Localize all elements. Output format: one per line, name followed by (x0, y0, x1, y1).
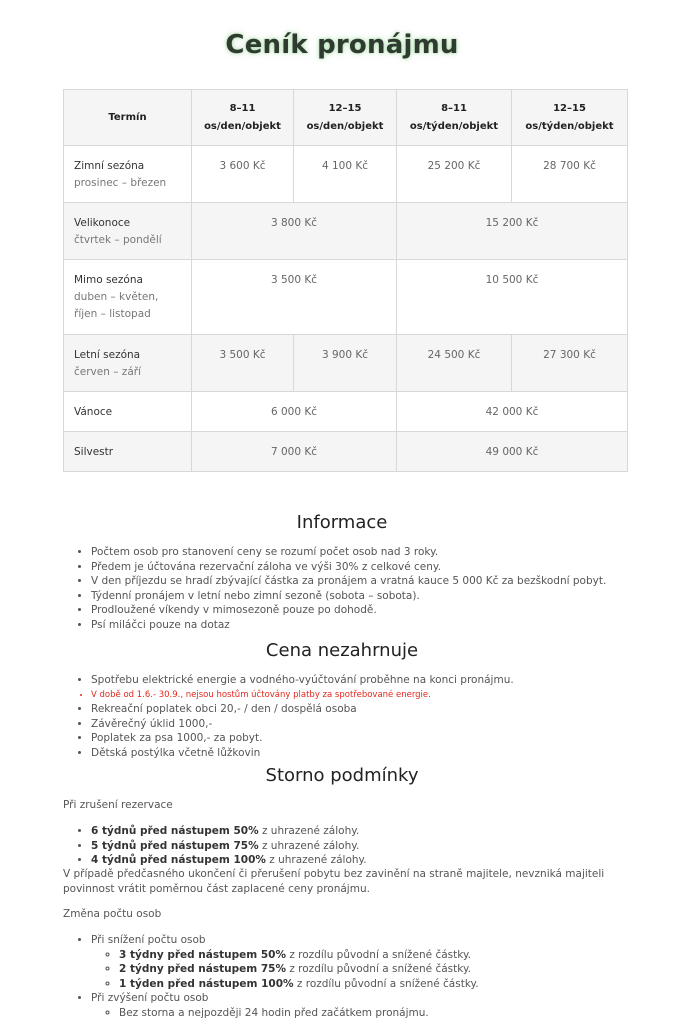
term-cell (64, 432, 192, 472)
term-dates: říjen – listopad (74, 308, 151, 320)
list-item: • Závěrečný úklid 1000,- (91, 717, 684, 732)
list-item: • Předem je účtována rezervační záloha ve výši 30% z celkové ceny. (91, 560, 684, 575)
list-item: • Dětská postýlka včetně lůžkovin (91, 746, 684, 761)
decrease-term: 1 týden před nástupem 100% (119, 977, 294, 990)
term-dates: duben – květen, (74, 291, 159, 303)
cancel-term: 4 týdnů před nástupem 100% (91, 854, 266, 866)
list-item (119, 977, 684, 992)
change-list (63, 933, 684, 1020)
decrease-term-rest: z rozdílu původní a snížené částky. (285, 963, 472, 975)
cancel-term-rest: z uhrazené zálohy. (258, 825, 360, 837)
list-item (91, 824, 684, 839)
header-label: 8–11 (229, 102, 256, 114)
header-label: os/den/objekt (204, 120, 281, 132)
term-name: Zimní sezóna (74, 160, 145, 172)
cancel-intro: Při zrušení rezervace (63, 799, 173, 811)
excluded-heading: Cena nezahrnuje (265, 640, 419, 661)
increase-label: Při zvýšení počtu osob (91, 992, 209, 1004)
header-label: 12–15 (553, 102, 586, 114)
table-row (64, 203, 628, 260)
table-header-row (64, 90, 628, 146)
early-end-note: V případě předčasného ukončení či přerušení pobytu bez zavinění na straně majitele, nevzniká majiteli povinnost vrátit poměrnou část zaplacené ceny pronájmu. (63, 868, 605, 895)
cancel-term: 6 týdnů před nástupem 50% (91, 825, 259, 837)
price-cell: 15 200 Kč (397, 203, 628, 260)
term-name: Vánoce (74, 406, 113, 418)
change-intro: Změna počtu osob (63, 908, 162, 920)
decrease-term-rest: z rozdílu původní a snížené částky. (293, 977, 479, 990)
decrease-term-rest: z rozdílu původní a snížené částky. (285, 948, 472, 961)
list-item: • V den příjezdu se hradí zbývající částka za pronájem a vratná kauce 5 000 Kč za bezškodní pobyt. (91, 574, 684, 589)
decrease-label: Při snížení počtu osob (91, 934, 206, 946)
list-item (91, 933, 684, 991)
list-item: • Počtem osob pro stanovení ceny se rozumí počet osob nad 3 roky. (91, 545, 684, 560)
list-item: • Poplatek za psa 1000,- za pobyt. (91, 731, 684, 746)
term-dates: čtvrtek – pondělí (74, 234, 162, 246)
list-item (91, 991, 684, 1020)
list-item: • Prodloužené víkendy v mimosezoně pouze po dohodě. (91, 603, 684, 618)
info-heading: Informace (296, 512, 388, 533)
decrease-term: 2 týdny před nástupem 75% (119, 963, 286, 975)
header-label: 12–15 (328, 102, 362, 114)
cancel-term: 5 týdnů před nástupem 75% (91, 839, 259, 852)
list-item: ◦ Bez storna a nejpozději 24 hodin před začátkem pronájmu. (119, 1006, 684, 1021)
list-item (91, 839, 684, 854)
excluded-list (63, 673, 684, 760)
term-name: Velikonoce (74, 217, 131, 229)
term-cell (64, 392, 192, 432)
term-cell (64, 335, 192, 392)
list-item (119, 948, 684, 963)
header-day-large (294, 90, 397, 146)
list-item (91, 853, 684, 868)
term-cell (64, 260, 192, 335)
term-name: Silvestr (74, 446, 114, 458)
term-name: Mimo sezóna (74, 274, 143, 286)
term-cell (64, 146, 192, 203)
price-cell: 7 000 Kč (192, 432, 397, 472)
header-day-small (192, 90, 294, 146)
header-label: os/den/objekt (306, 120, 384, 132)
price-cell: 3 800 Kč (192, 203, 397, 260)
cancel-term-rest: z uhrazené zálohy. (258, 839, 360, 852)
term-dates: červen – září (74, 366, 141, 378)
list-item: • Týdenní pronájem v letní nebo zimní sezoně (sobota – sobota). (91, 589, 684, 604)
table-row (64, 392, 628, 432)
table-row (64, 335, 628, 392)
header-label: Termín (108, 111, 147, 123)
price-cell: 28 700 Kč (512, 146, 628, 203)
header-label: os/týden/objekt (525, 120, 614, 132)
decrease-list (91, 948, 684, 992)
decrease-term: 3 týdny před nástupem 50% (119, 948, 286, 961)
header-week-small (397, 90, 512, 146)
price-cell: 10 500 Kč (397, 260, 628, 335)
page-title: Ceník pronájmu (225, 30, 459, 60)
storno-heading: Storno podmínky (265, 765, 419, 786)
price-cell: 27 300 Kč (512, 335, 628, 392)
term-cell (64, 203, 192, 260)
cancel-term-rest: z uhrazené zálohy. (265, 854, 367, 866)
info-list (63, 545, 684, 632)
price-cell: 3 500 Kč (192, 260, 397, 335)
table-row (64, 260, 628, 335)
price-cell: 3 900 Kč (294, 335, 397, 392)
table-row (64, 146, 628, 203)
list-item (119, 962, 684, 977)
table-row (64, 432, 628, 472)
list-item: • Rekreační poplatek obci 20,- / den / dospělá osoba (91, 702, 684, 717)
increase-list (91, 1006, 684, 1021)
price-cell: 4 100 Kč (294, 146, 397, 203)
cancel-list (63, 824, 684, 868)
price-table (63, 89, 628, 472)
price-cell: 3 500 Kč (192, 335, 294, 392)
header-label: os/týden/objekt (409, 120, 499, 132)
term-name: Letní sezóna (74, 349, 141, 361)
header-label: 8–11 (441, 102, 467, 114)
price-cell: 25 200 Kč (397, 146, 512, 203)
price-cell: 3 600 Kč (192, 146, 294, 203)
energy-note: • V době od 1.6.- 30.9., nejsou hostům účtovány platby za spotřebované energie. (91, 688, 684, 703)
header-week-large (512, 90, 628, 146)
price-cell: 42 000 Kč (397, 392, 628, 432)
term-dates: prosinec – březen (74, 177, 167, 189)
header-term (64, 90, 192, 146)
price-cell: 49 000 Kč (397, 432, 628, 472)
price-cell: 6 000 Kč (192, 392, 397, 432)
list-item: • Psí miláčci pouze na dotaz (91, 618, 684, 633)
list-item: • Spotřebu elektrické energie a vodného-vyúčtování proběhne na konci pronájmu. (91, 673, 684, 688)
price-cell: 24 500 Kč (397, 335, 512, 392)
